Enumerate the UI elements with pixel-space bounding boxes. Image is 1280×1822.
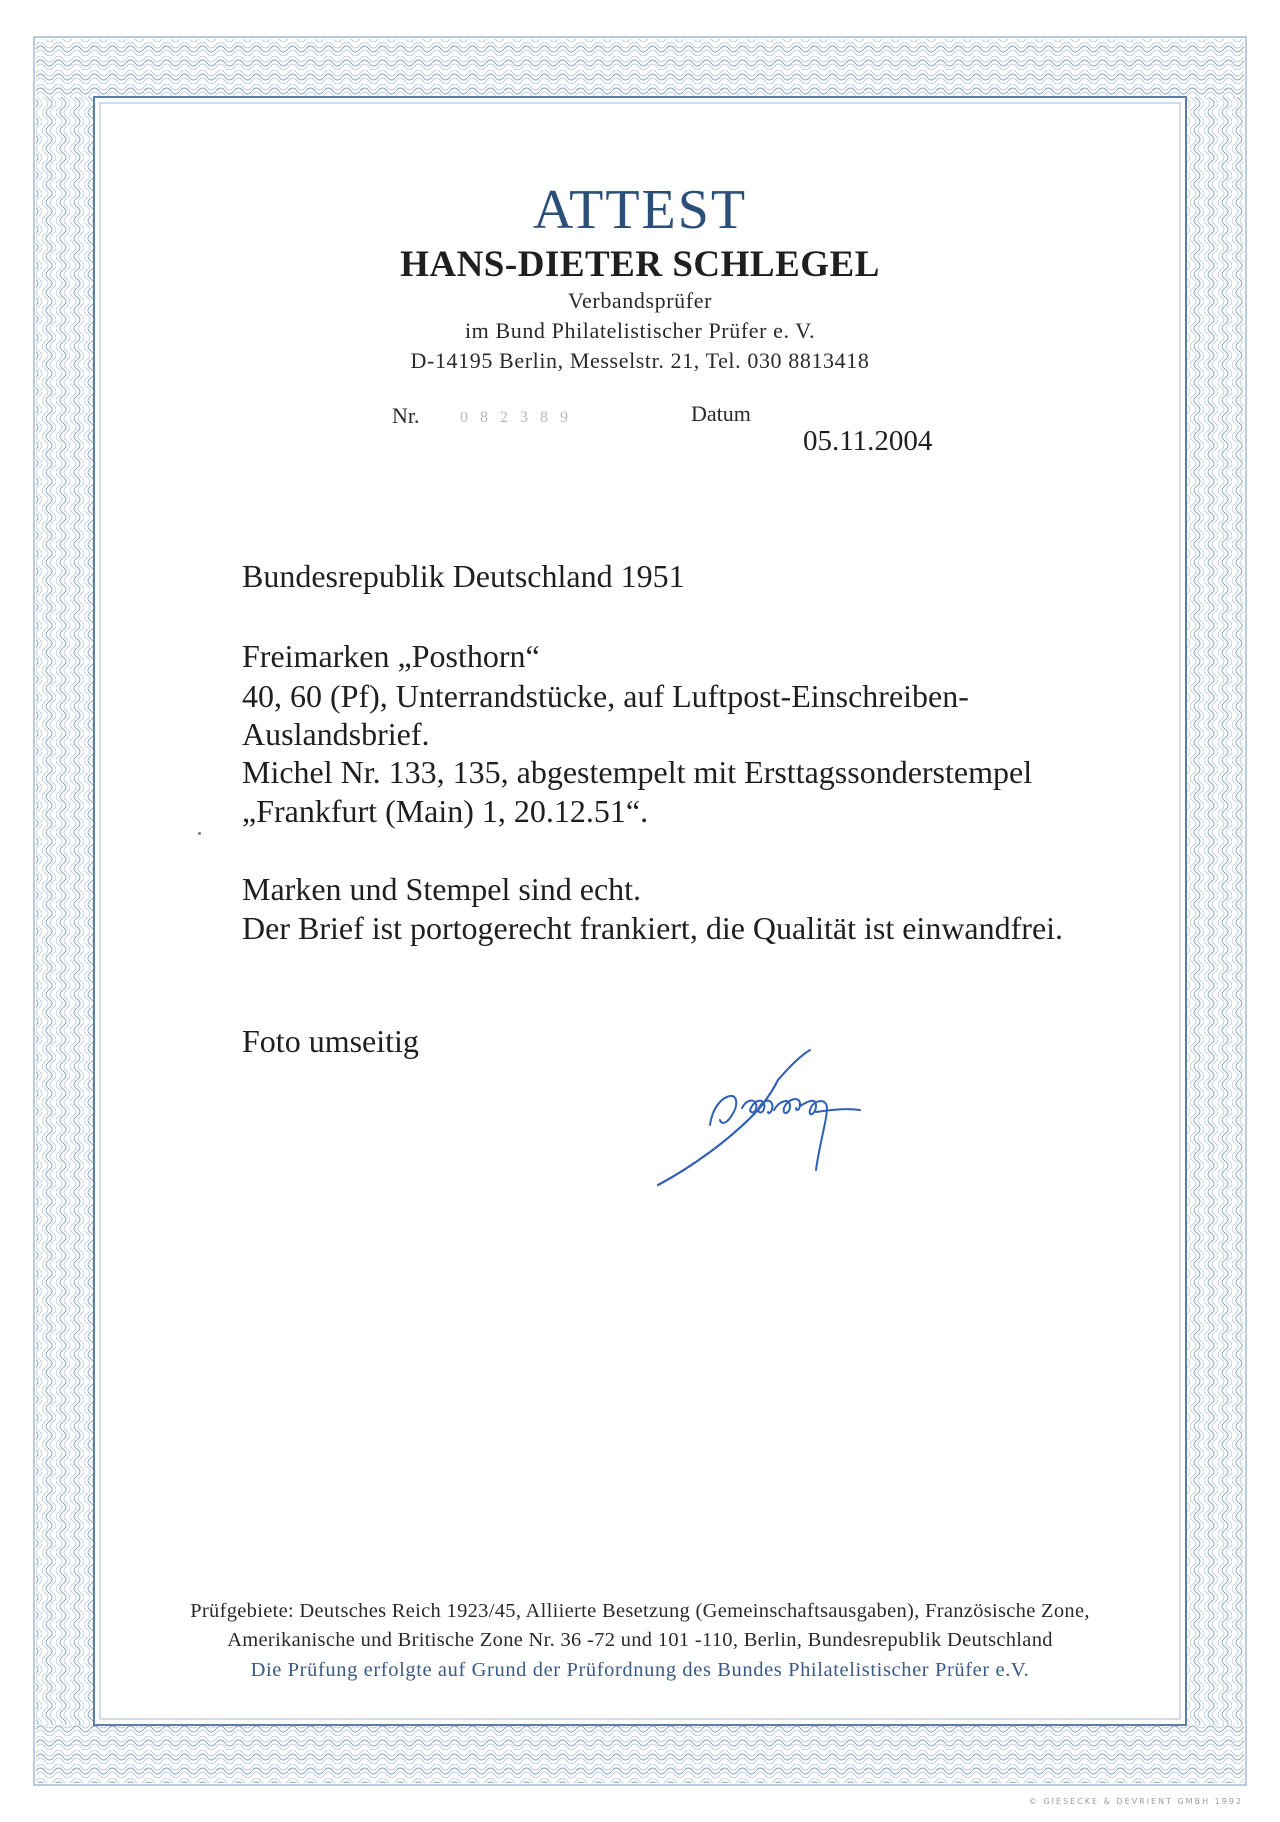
photo-note: Foto umseitig [242, 1023, 419, 1059]
footer-exam-areas-cont: Amerikanische und Britische Zone Nr. 36 -72 und 101 -110, Berlin, Bundesrepublik Deutschland [227, 1629, 1053, 1651]
footer-exam-areas: Prüfgebiete: Deutsches Reich 1923/45, Alliierte Besetzung (Gemeinschaftsausgaben), Französische Zone, [190, 1600, 1090, 1622]
examiner-association: im Bund Philatelistischer Prüfer e. V. [464, 318, 816, 343]
examiner-address: D-14195 Berlin, Messelstr. 21, Tel. 030 8813418 [410, 348, 870, 373]
quality-statement: Der Brief ist portogerecht frankiert, die Qualität ist einwandfrei. [242, 910, 1064, 946]
document-title: ATTEST [532, 179, 748, 241]
examiner-role: Verbandsprüfer [567, 288, 712, 313]
date-label: Datum [691, 401, 751, 426]
stamp-description: 40, 60 (Pf), Unterrandstücke, auf Luftpost-Einschreiben- [242, 678, 969, 714]
stamp-description-cont: Auslandsbrief. [242, 716, 430, 752]
stamp-series: Freimarken „Posthorn“ [242, 638, 540, 674]
number-label: Nr. [392, 403, 420, 428]
ink-dot [198, 832, 201, 835]
issue-country-year: Bundesrepublik Deutschland 1951 [242, 558, 685, 594]
michel-numbers: Michel Nr. 133, 135, abgestempelt mit Ersttagssonderstempel [242, 754, 1033, 790]
certificate-number: 0 8 2 3 8 9 [460, 409, 572, 426]
handwritten-signature [650, 1040, 970, 1200]
printer-imprint: © GIESECKE & DEVRIENT GMBH 1992 [1028, 1797, 1243, 1806]
authenticity-statement: Marken und Stempel sind echt. [242, 871, 642, 907]
postmark-detail: „Frankfurt (Main) 1, 20.12.51“. [242, 793, 649, 829]
footer-regulation-note: Die Prüfung erfolgte auf Grund der Prüfordnung des Bundes Philatelistischer Prüfer e.V. [250, 1659, 1030, 1681]
examiner-name: HANS-DIETER SCHLEGEL [400, 244, 880, 285]
certificate-date: 05.11.2004 [803, 425, 933, 457]
